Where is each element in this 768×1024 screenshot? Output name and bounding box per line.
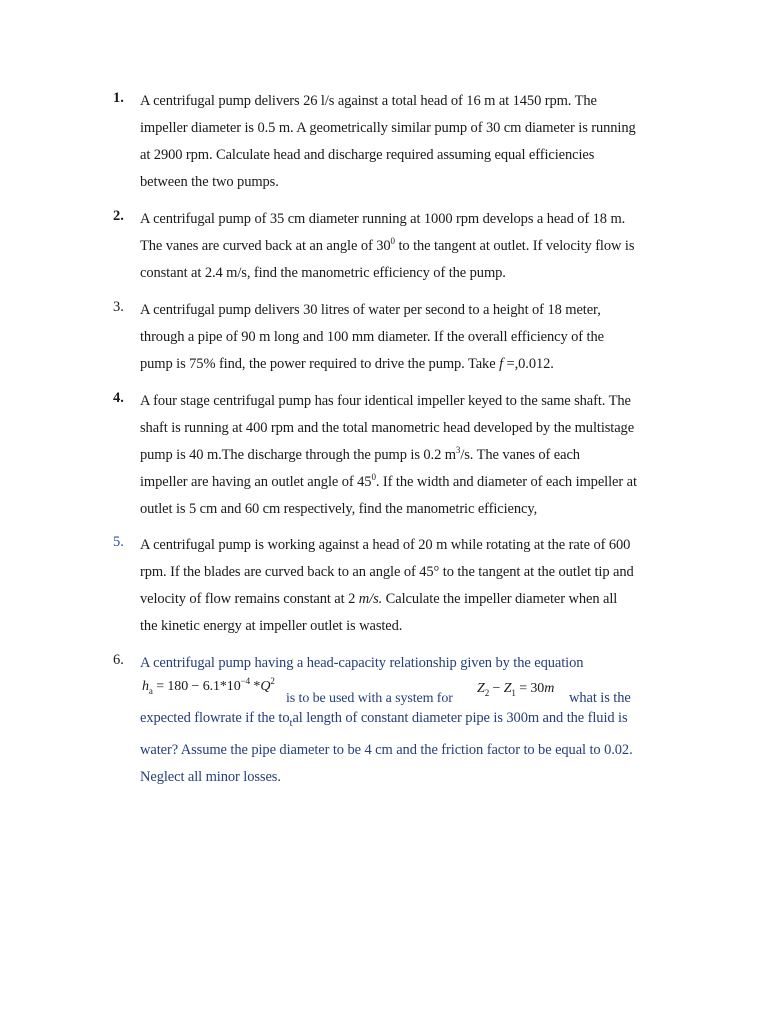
- elevation-equation: $Z_2 - Z_1 = 30m$: [477, 681, 555, 698]
- question-text: [140, 388, 660, 523]
- equation-line: [140, 677, 660, 705]
- text-line: A centrifugal pump of 35 cm diameter running at 1000 rpm develops a head of 18 m.: [140, 211, 626, 227]
- question-text: [140, 88, 660, 196]
- question-number: 6.: [113, 652, 124, 668]
- text-line: impeller are having an outlet angle of $45^0$. If the width and diameter of each impeller at: [140, 472, 637, 490]
- text-line: through a pipe of 90 m long and 100 mm diameter. If the overall efficiency of the: [140, 329, 604, 345]
- text-line: A centrifugal pump is working against a head of 20 m while rotating at the rate of 600: [140, 537, 631, 553]
- text-line: A centrifugal pump delivers 26 l/s against a total head of 16 m at 1450 rpm. The: [140, 93, 597, 109]
- question-number: 5.: [113, 534, 124, 550]
- text-line: at 2900 rpm. Calculate head and discharge required assuming equal efficiencies: [140, 147, 595, 163]
- text-line: between the two pumps.: [140, 174, 279, 190]
- question-number: 3.: [113, 299, 124, 315]
- question-number: 4.: [113, 390, 124, 406]
- question-text: [140, 650, 660, 791]
- text-line: pump is 75% find, the power required to drive the pump. Take f =,0.012.: [140, 356, 554, 372]
- text-line: water? Assume the pipe diameter to be 4 cm and the friction factor to be equal to 0.02.: [140, 741, 633, 758]
- text-line: shaft is running at 400 rpm and the total manometric head developed by the multistage: [140, 420, 635, 436]
- text-line: outlet is 5 cm and 60 cm respectively, find the manometric efficiency,: [140, 501, 538, 517]
- text-line: constant at 2.4 m/s, find the manometric efficiency of the pump.: [140, 265, 506, 281]
- question-text: [140, 532, 660, 640]
- head-capacity-equation: $h_a = 180 - 6.1*10^{-4}$ $*Q^2$: [142, 676, 275, 696]
- question-number: 2.: [113, 208, 124, 224]
- text-line: Neglect all minor losses.: [140, 768, 281, 785]
- text-line: rpm. If the blades are curved back to an angle of 45° to the tangent at the outlet tip and: [140, 564, 634, 580]
- text-line: velocity of flow remains constant at 2 m/s. Calculate the impeller diameter when all: [140, 591, 618, 607]
- text-line: the kinetic energy at impeller outlet is wasted.: [140, 618, 403, 634]
- text-line: A centrifugal pump having a head-capacity relationship given by the equation: [140, 655, 584, 671]
- text-line: expected flowrate if the $to_tal$ length of constant diameter pipe is 300m and the fluid is: [140, 710, 628, 729]
- text-line: A four stage centrifugal pump has four identical impeller keyed to the same shaft. The: [140, 393, 631, 409]
- question-number: 1.: [113, 90, 124, 106]
- text-fragment: is to be used with a system for: [286, 691, 453, 706]
- text-line: pump is 40 m.The discharge through the pump is 0.2 $m^3/s$. The vanes of each: [140, 445, 580, 463]
- question-text: [140, 297, 660, 378]
- text-fragment: what is the: [569, 690, 631, 706]
- question-text: [140, 206, 660, 287]
- text-line: A centrifugal pump delivers 30 litres of water per second to a height of 18 meter,: [140, 302, 601, 318]
- text-line: impeller diameter is 0.5 m. A geometrically similar pump of 30 cm diameter is running: [140, 120, 636, 136]
- text-line: The vanes are curved back at an angle of $30^0$ to the tangent at outlet. If velocity flow is: [140, 236, 635, 254]
